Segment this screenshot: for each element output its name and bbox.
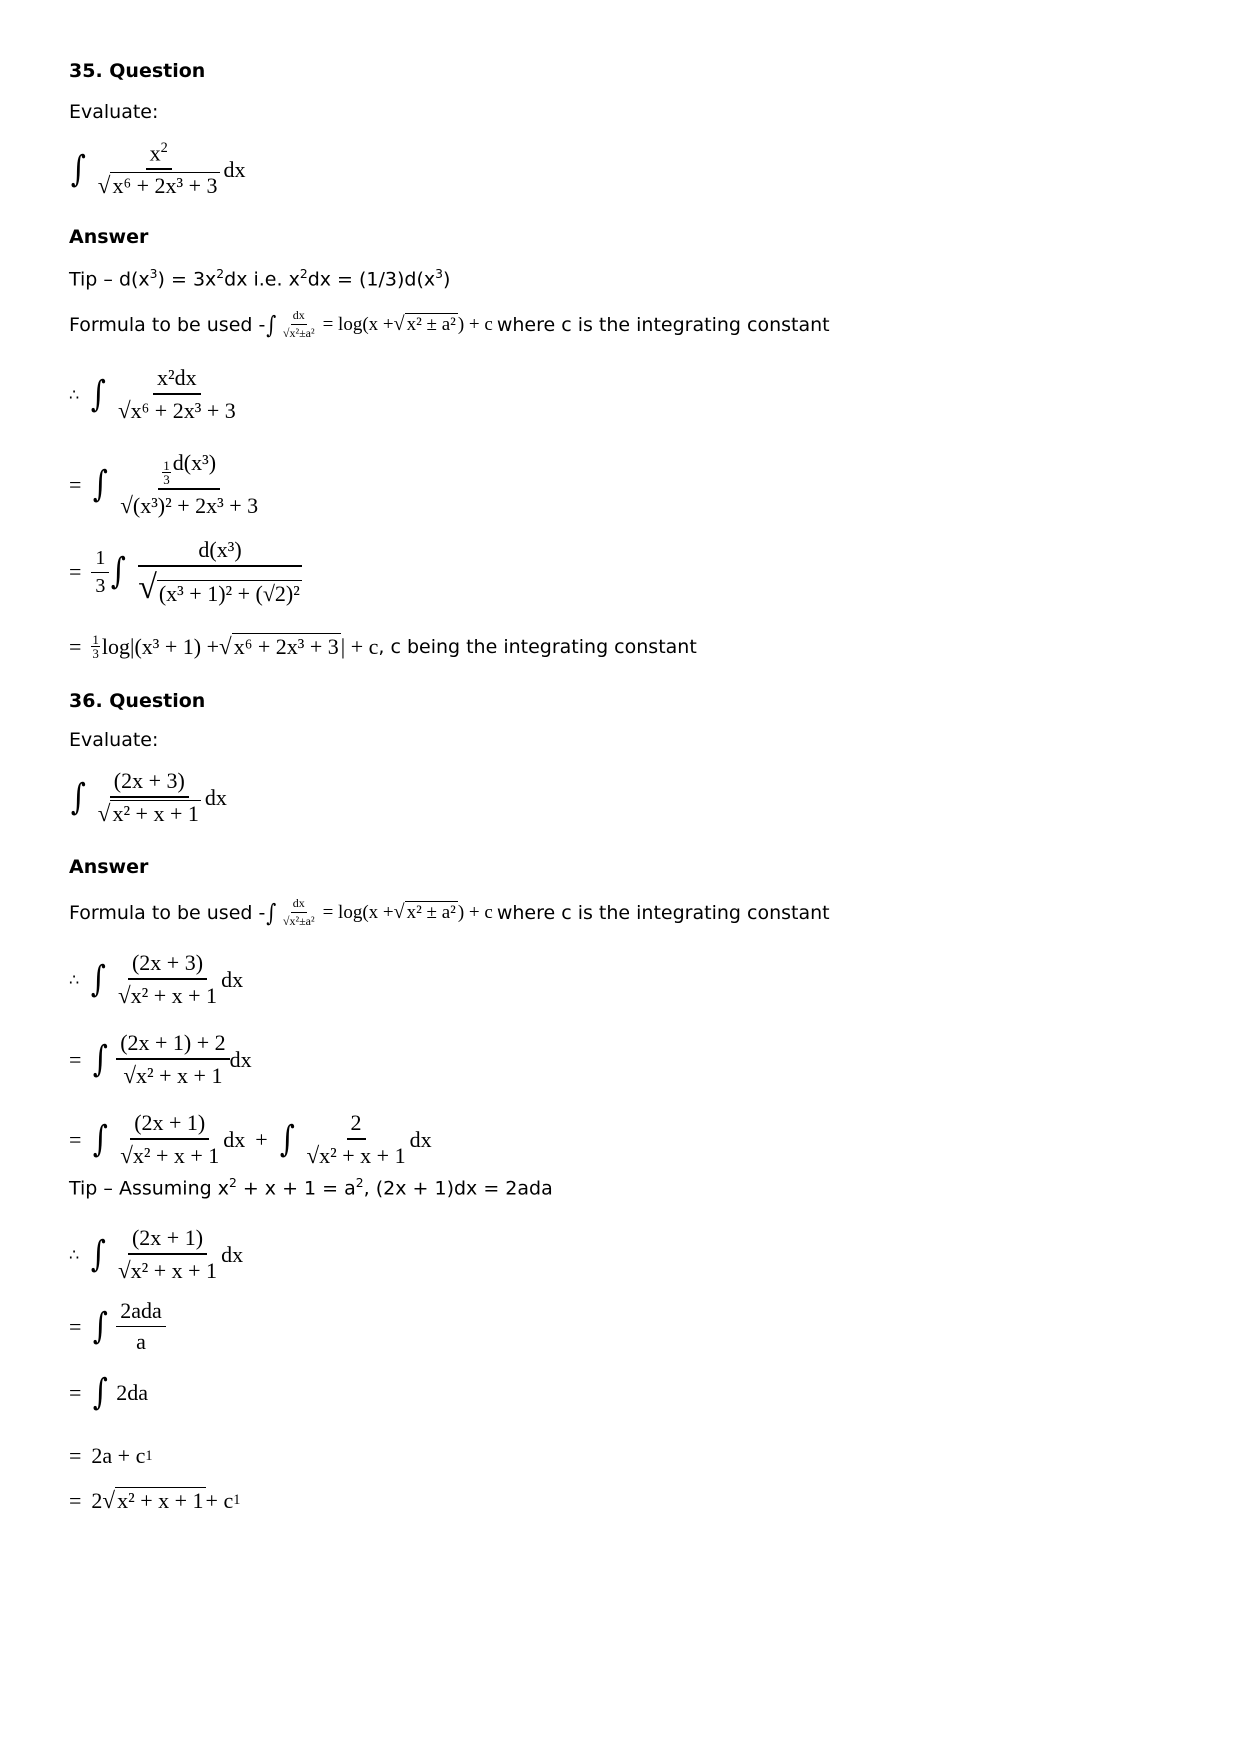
q36-tip: Tip – Assuming $x^2 + x + 1 = a^2$, (2x + 1)dx = 2ada [69, 1176, 553, 1200]
q35-step-2: = ∫ $\frac{1}{3}$ d(x³) √ (x³)² + 2x³ + 3 [69, 450, 259, 518]
q36-step-3: = ∫ (2x + 1) √ x² + x + 1 dx + ∫ 2 √ x² + x + 1 dx [69, 1110, 432, 1168]
q35-formula: Formula to be used - ∫ $\frac{dx}{\text{√x²±a²}}$ = log(x + √ x² ± a² ) + c where c is the integrating constant [69, 308, 830, 340]
integral-sign-icon: ∫ [70, 148, 86, 190]
q36-step-2: = ∫ (2x + 1) + 2 √ x² + x + 1 dx [69, 1030, 252, 1088]
q36-heading: 36. Question [69, 690, 206, 712]
q35-prompt: Evaluate: [69, 101, 159, 123]
q36-step-1: ∴ ∫ (2x + 3) √ x² + x + 1 dx [69, 950, 244, 1008]
q36-integral: ∫ (2x + 3) √ x² + x + 1 dx [70, 768, 227, 826]
integral-sign-icon: ∫ [70, 776, 86, 818]
q35-integral: ∫ $x^2$ √ x⁶ + 2x³ + 3 dx [70, 140, 246, 199]
q36-prompt: Evaluate: [69, 729, 159, 751]
q36-step-7: = 2a + c 1 [69, 1443, 153, 1468]
q35-answer-label: Answer [69, 226, 149, 248]
q36-step-4: ∴ ∫ (2x + 1) √ x² + x + 1 dx [69, 1225, 244, 1283]
q35-step-1: ∴ ∫ x²dx √ x⁶ + 2x³ + 3 [69, 365, 236, 423]
q36-answer-label: Answer [69, 856, 149, 878]
q36-formula: Formula to be used - ∫ $\frac{dx}{\text{√x²±a²}}$ = log(x + √ x² ± a² ) + c where c is the integrating constant [69, 896, 830, 928]
q36-step-8: = 2 √ x² + x + 1 + c 1 [69, 1487, 241, 1513]
q35-tip: Tip – $d(x^3) = 3x^2dx$ i.e. $x^2dx = (1/3)d(x^3)$ [69, 267, 451, 291]
q35-step-3: = $\frac{1}{3}$ ∫ d(x³) √ (x³ + 1)² + (√2)² [69, 537, 300, 606]
q36-step-5: = ∫ $\frac{\text{2ada}}{a}$ [69, 1298, 166, 1355]
q36-step-6: = ∫ 2da [69, 1372, 148, 1413]
q35-step-4: = $\frac{1}{3}$ log|(x³ + 1) + √ x⁶ + 2x³ + 3 | + c , c being the integrating constant [69, 632, 697, 661]
q35-heading: 35. Question [69, 60, 206, 82]
